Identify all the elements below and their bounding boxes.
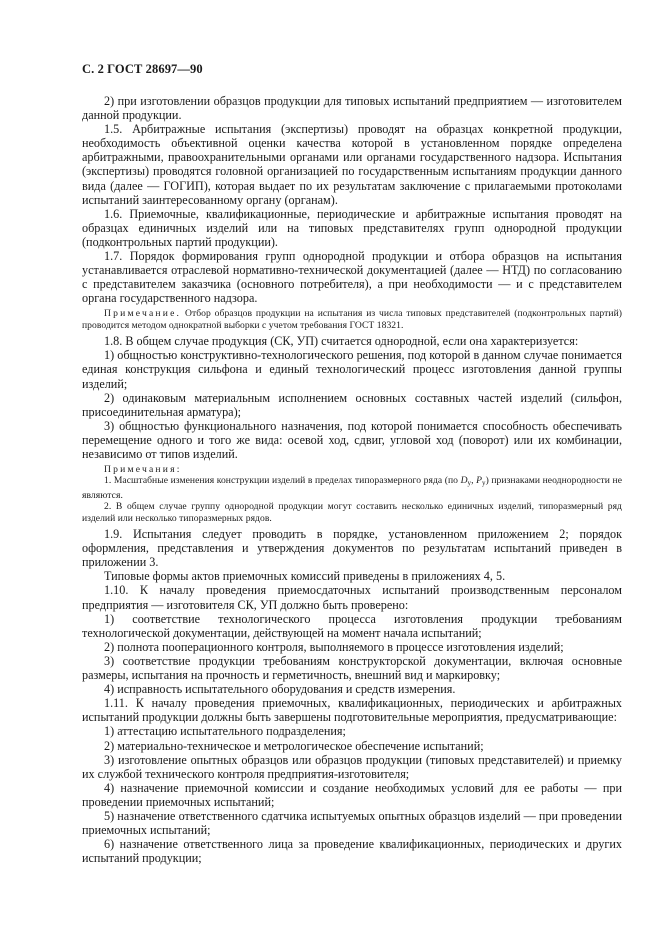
paragraph-1-10-item-1: 1) соответствие технологического процесса изготовления продукции требованиям технологической документации, действующей на момент начала испытаний; bbox=[82, 611, 622, 640]
note-item-1-p-sub: у bbox=[482, 479, 486, 488]
page-header: С. 2 ГОСТ 28697—90 bbox=[82, 62, 203, 76]
note-item-1 bbox=[82, 475, 622, 501]
paragraph-1-10-item-4: 4) исправность испытательного оборудования и средств измерения. bbox=[104, 682, 456, 697]
paragraph-1-11-item-3: 3) изготовление опытных образцов или образцов продукции (типовых представителей) и приемку их службой технического контроля предприятия-изготовителя; bbox=[82, 752, 622, 781]
document-body bbox=[82, 94, 622, 865]
note-item-1-p: P bbox=[476, 475, 483, 487]
paragraph-1-11: 1.11. К началу проведения приемочных, квалификационных, периодических и арбитражных испытаний продукции должны быть завершены подготовительные мероприятия, предусматривающие: bbox=[82, 696, 622, 725]
paragraph-1-8-item-3: 3) общностью функционального назначения, под которой понимается способность обеспечивать перемещение одного и того же вида: осевой ход, сдвиг, угловой ход (поворот) или их комбинации, независимо от типов изделий. bbox=[82, 418, 622, 461]
paragraph-forms: Типовые формы актов приемочных комиссий приведены в приложениях 4, 5. bbox=[104, 569, 506, 584]
paragraph-1-5: 1.5. Арбитражные испытания (экспертизы) проводят на образцах конкретной продукции, необходимость объективной оценки качества которой в установленном порядке определена арбитражными, правоохранительными органами или органами государственного надзора. Испытания (экспертизы) проводятся головной организацией по государственным испытаниям продукции данного вида (далее — ГОГИП), которая выдает по их результатам заключение с прилагаемыми протоколами испытаний заинтересованному органу (органам). bbox=[82, 122, 622, 207]
paragraph-1-10: 1.10. К началу проведения приемосдаточных испытаний производственным персоналом предприятия — изготовителя СК, УП должно быть проверено: bbox=[82, 583, 622, 612]
note-item-1-d: D bbox=[460, 475, 468, 487]
paragraph-1-6: 1.6. Приемочные, квалификационные, периодические и арбитражные испытания проводят на образцах единичных изделий или на типовых представителях групп однородной продукции (подконтрольных партий продукции). bbox=[82, 206, 622, 249]
paragraph-1-11-item-5: 5) назначение ответственного сдатчика испытуемых опытных образцов изделий — при проведении приемочных испытаний; bbox=[82, 808, 622, 838]
paragraph-1-8-item-1: 1) общностью конструктивно-технологического решения, под которой в данном случае понимается единая конструкция сильфона и единый технологический процесс изготовления данной группы изделий; bbox=[82, 348, 622, 391]
paragraph-1-8-item-2: 2) одинаковым материальным исполнением основных составных частей изделий (сильфон, присоединительная арматура); bbox=[82, 390, 622, 419]
note-item-1-separator: , bbox=[471, 475, 477, 487]
paragraph-1-10-item-2: 2) полнота пооперационного контроля, выполняемого в процессе изготовления изделий; bbox=[104, 639, 564, 654]
paragraph-1-11-item-2: 2) материально-техническое и метрологическое обеспечение испытаний; bbox=[104, 738, 484, 753]
note-label: Примечание. bbox=[104, 308, 182, 320]
paragraph-1-10-item-3: 3) соответствие продукции требованиям конструкторской документации, включая основные размеры, испытания на прочность и герметичность, внешний вид и маркировку; bbox=[82, 653, 622, 683]
note-text: Отбор образцов продукции на испытания из числа типовых представителей (подконтрольных партий) проводится методом однократной выборки с учетом требования ГОСТ 18321. bbox=[82, 308, 622, 331]
paragraph-1-9: 1.9. Испытания следует проводить в порядке, установленном приложением 2; порядок оформления, представления и утверждения документов по результатам испытаний приведен в приложении 3. bbox=[82, 527, 622, 570]
paragraph-1-7: 1.7. Порядок формирования групп однородной продукции и отбора образцов на испытания устанавливается отраслевой нормативно-технической документацией (далее — НТД) по согласованию с представителем заказчика (основного потребителя), а при необходимости — и с представителем органа государственного надзора. bbox=[82, 249, 622, 306]
paragraph-1-11-item-6: 6) назначение ответственного лица за проведение квалификационных, периодических и других испытаний продукции; bbox=[82, 837, 622, 866]
paragraph-1-8: 1.8. В общем случае продукция (СК, УП) считается однородной, если она характеризуется: bbox=[104, 334, 579, 349]
note-sampling bbox=[82, 308, 622, 331]
note-item-1-text-b: ) признаками неоднородности не являются. bbox=[82, 475, 623, 501]
note-item-1-text-a: 1. Масштабные изменения конструкции изделий в пределах типоразмерного ряда (по bbox=[104, 475, 461, 487]
notes-label bbox=[82, 464, 622, 475]
notes-label-text: Примечания: bbox=[104, 464, 182, 476]
paragraph-1-11-item-4: 4) назначение приемочной комиссии и создание необходимых условий для ее работы — при проведении приемочных испытаний; bbox=[82, 780, 622, 809]
paragraph-1-4-item-2: 2) при изготовлении образцов продукции для типовых испытаний предприятием — изготовителем данной продукции. bbox=[82, 94, 622, 123]
note-item-1-d-sub: у bbox=[467, 479, 472, 488]
paragraph-1-11-item-1: 1) аттестацию испытательного подразделения; bbox=[104, 724, 346, 739]
note-item-2: 2. В общем случае группу однородной продукции могут составить несколько единичных изделий, типоразмерный ряд изделий или несколько типоразмерных рядов. bbox=[82, 501, 622, 524]
